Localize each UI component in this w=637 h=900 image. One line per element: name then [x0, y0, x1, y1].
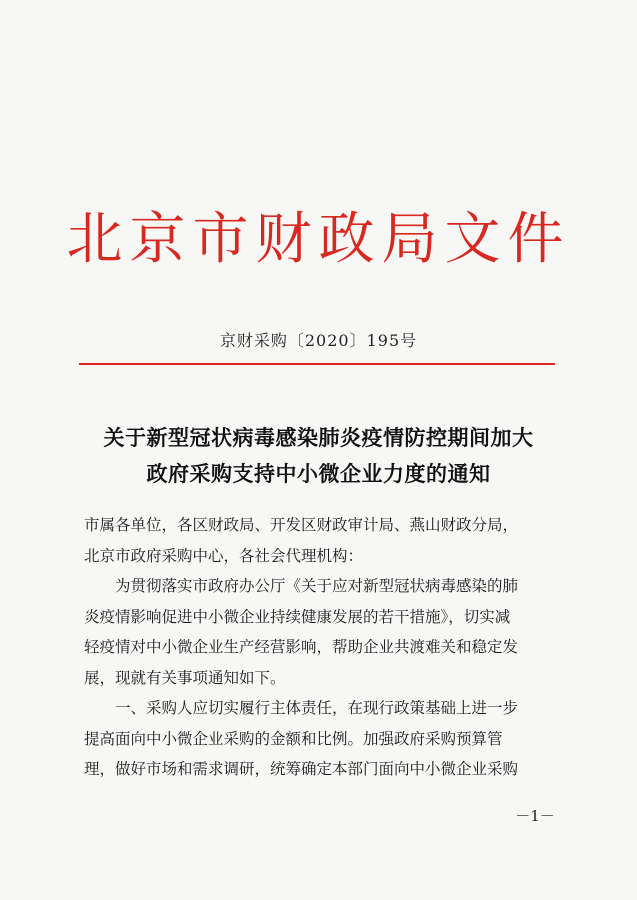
addressee-line-1: 市属各单位，各区财政局、开发区财政审计局、燕山财政分局，: [84, 516, 519, 534]
red-separator-line: [79, 363, 555, 365]
body-line: 轻疫情对中小微企业生产经营影响，帮助企业共渡难关和稳定发: [84, 638, 519, 656]
body-line: 理，做好市场和需求调研，统筹确定本部门面向中小微企业采购: [84, 760, 519, 778]
addressee-line-2: 北京市政府采购中心，各社会代理机构：: [84, 546, 364, 565]
body-line: 为贯彻落实市政府办公厅《关于应对新型冠状病毒感染的肺: [115, 577, 519, 595]
document-number: 京财采购〔2020〕195号: [219, 331, 418, 350]
body-line: 炎疫情影响促进中小微企业持续健康发展的若干措施》，切实减: [84, 607, 511, 626]
notice-title-line-1: 关于新型冠状病毒感染肺炎疫情防控期间加大: [103, 426, 534, 450]
notice-title-line-2: 政府采购支持中小微企业力度的通知: [146, 462, 491, 486]
issuing-authority-header: 北京市财政局文件: [66, 207, 571, 272]
notice-title: [60, 420, 577, 492]
body-line: 展，现就有关事项通知如下。: [84, 668, 286, 687]
body-line: 提高面向中小微企业采购的金额和比例。加强政府采购预算管: [84, 729, 503, 748]
notice-body: [84, 510, 558, 785]
body-line: 一、采购人应切实履行主体责任，在现行政策基础上进一步: [115, 699, 519, 717]
page-number: －1－: [515, 807, 555, 825]
